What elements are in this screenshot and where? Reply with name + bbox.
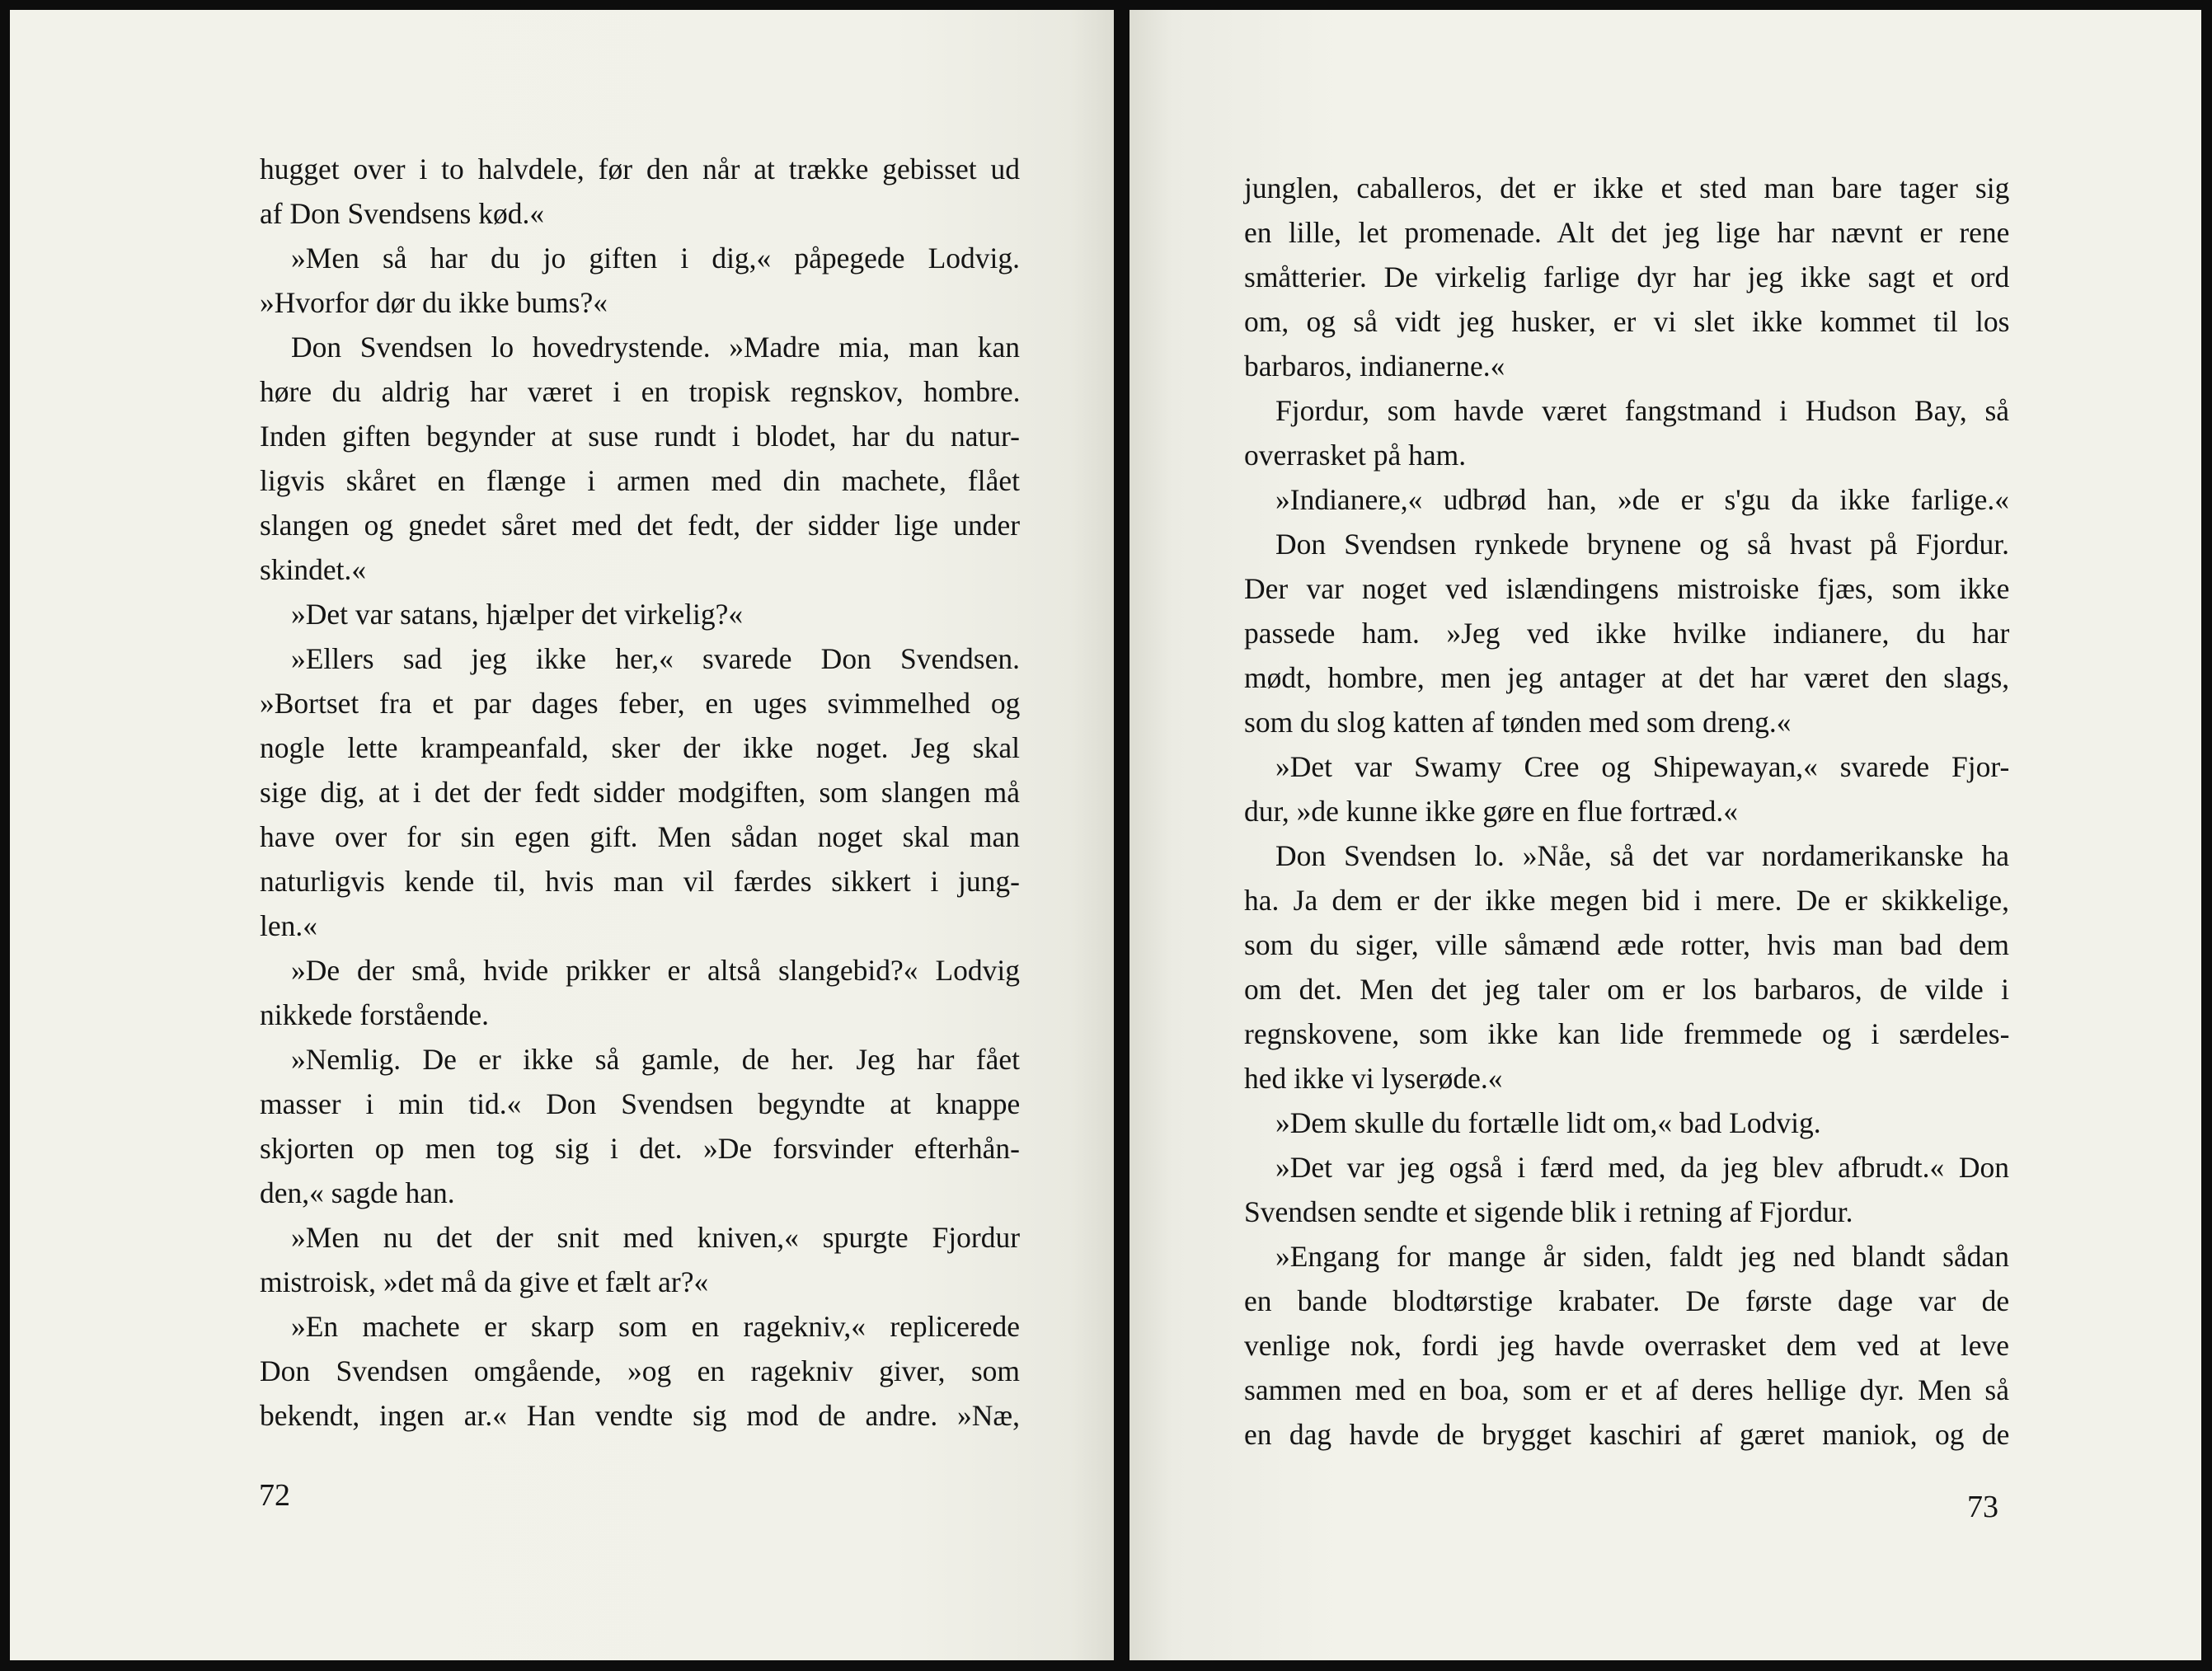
text-line: »Men nu det der snit med kniven,« spurgte Fjordur [291, 1221, 1021, 1254]
text-line: »Dem skulle du fortælle lidt om,« bad Lodvig. [1275, 1106, 1821, 1139]
text-line: ha. Ja dem er der ikke megen bid i mere. De er skikkelige, [1244, 884, 2010, 917]
text-line: småtterier. De virkelig farlige dyr har jeg ikke sagt et ord [1244, 261, 2010, 293]
text-line: af Don Svendsens kød.« [260, 197, 545, 230]
text-line: »Ellers sad jeg ikke her,« svarede Don Svendsen. [291, 642, 1020, 675]
text-line: barbaros, indianerne.« [1244, 350, 1505, 383]
text-line: »Det var satans, hjælper det virkelig?« [291, 598, 744, 631]
text-line: skindet.« [260, 553, 367, 586]
text-line: om, og så vidt jeg husker, er vi slet ikke kommet til los [1244, 305, 2010, 338]
text-line: ligvis skåret en flænge i armen med din machete, flået [260, 464, 1020, 497]
text-line: Inden giften begynder at suse rundt i blodet, har du natur- [260, 420, 1020, 453]
text-line: som du siger, ville såmænd æde rotter, hvis man bad dem [1244, 928, 2009, 961]
text-line: om det. Men det jeg taler om er los barbaros, de vilde i [1244, 973, 2009, 1006]
text-line: Don Svendsen omgående, »og en ragekniv giver, som [260, 1354, 1020, 1387]
text-line: »Indianere,« udbrød han, »de er s'gu da ikke farlige.« [1275, 483, 2009, 516]
text-line: slangen og gnedet såret med det fedt, der sidder lige under [260, 509, 1021, 542]
right-page-text [1244, 166, 2009, 1457]
text-line: Don Svendsen rynkede brynene og så hvast på Fjordur. [1275, 528, 2009, 561]
text-line: »Bortset fra et par dages feber, en uges svimmelhed og [260, 687, 1021, 720]
text-line: mødt, hombre, men jeg antager at det har været den slags, [1244, 661, 2010, 694]
text-line: Don Svendsen lo hovedrystende. »Madre mia, man kan [291, 331, 1020, 364]
text-line: junglen, caballeros, det er ikke et sted man bare tager sig [1244, 171, 2010, 204]
left-page [10, 10, 1114, 1660]
text-line: »Men så har du jo giften i dig,« påpegede Lodvig. [291, 242, 1020, 275]
text-line: skjorten op men tog sig i det. »De forsvinder efterhån- [260, 1132, 1020, 1165]
text-line: mistroisk, »det må da give et fælt ar?« [260, 1265, 709, 1298]
text-line: »Hvorfor dør du ikke bums?« [260, 286, 608, 319]
text-line: venlige nok, fordi jeg havde overrasket dem ved at leve [1244, 1329, 2009, 1362]
text-line: hugget over i to halvdele, før den når at trække gebisset ud [260, 153, 1021, 185]
text-line: masser i min tid.« Don Svendsen begyndte at knappe [260, 1087, 1021, 1120]
text-line: en bande blodtørstige krabater. De første dage var de [1244, 1284, 2010, 1317]
text-line: Svendsen sendte et sigende blik i retning af Fjordur. [1244, 1195, 1853, 1228]
right-page-number: 73 [1967, 1490, 1998, 1524]
text-line: nogle lette krampeanfald, sker der ikke noget. Jeg skal [260, 731, 1020, 764]
left-page-text [260, 147, 1020, 1438]
text-line: »Nemlig. De er ikke så gamle, de her. Jeg har fået [291, 1043, 1020, 1076]
text-line: »De der små, hvide prikker er altså slangebid?« Lodvig [291, 954, 1020, 987]
text-line: som du slog katten af tønden med som dreng.« [1244, 706, 1792, 739]
text-line: bekendt, ingen ar.« Han vendte sig mod de andre. »Næ, [260, 1399, 1020, 1432]
text-line: høre du aldrig har været i en tropisk regnskov, hombre. [260, 375, 1021, 408]
right-page [1129, 10, 2201, 1660]
text-line: »Engang for mange år siden, faldt jeg ned blandt sådan [1275, 1240, 2009, 1273]
text-line: sammen med en boa, som er et af deres hellige dyr. Men så [1244, 1373, 2009, 1406]
left-page-number: 72 [259, 1478, 290, 1513]
text-line: len.« [260, 909, 317, 942]
text-line: overrasket på ham. [1244, 439, 1467, 472]
text-line: nikkede forstående. [260, 998, 489, 1031]
text-line: sige dig, at i det der fedt sidder modgiften, som slangen må [260, 776, 1020, 809]
text-line: en dag havde de brygget kaschiri af gæret maniok, og de [1244, 1418, 2010, 1451]
text-line: have over for sin egen gift. Men sådan noget skal man [260, 820, 1020, 853]
text-line: regnskovene, som ikke kan lide fremmede og i særdeles- [1244, 1017, 2010, 1050]
text-line: en lille, let promenade. Alt det jeg lige har nævnt er rene [1244, 216, 2010, 249]
text-line: hed ikke vi lyserøde.« [1244, 1062, 1503, 1095]
text-line: naturligvis kende til, hvis man vil færdes sikkert i jung- [260, 865, 1020, 898]
text-line: Fjordur, som havde været fangstmand i Hudson Bay, så [1275, 394, 2010, 427]
text-line: passede ham. »Jeg ved ikke hvilke indianere, du har [1244, 617, 2010, 650]
text-line: »Det var jeg også i færd med, da jeg blev afbrudt.« Don [1275, 1151, 2009, 1184]
text-line: Der var noget ved islændingens mistroiske fjæs, som ikke [1244, 572, 2010, 605]
text-line: »Det var Swamy Cree og Shipewayan,« svarede Fjor- [1275, 750, 2010, 783]
text-line: den,« sagde han. [260, 1176, 455, 1209]
text-line: »En machete er skarp som en ragekniv,« replicerede [291, 1310, 1020, 1343]
text-line: Don Svendsen lo. »Nåe, så det var nordamerikanske ha [1275, 839, 2009, 872]
text-line: dur, »de kunne ikke gøre en flue fortræd.« [1244, 795, 1738, 828]
